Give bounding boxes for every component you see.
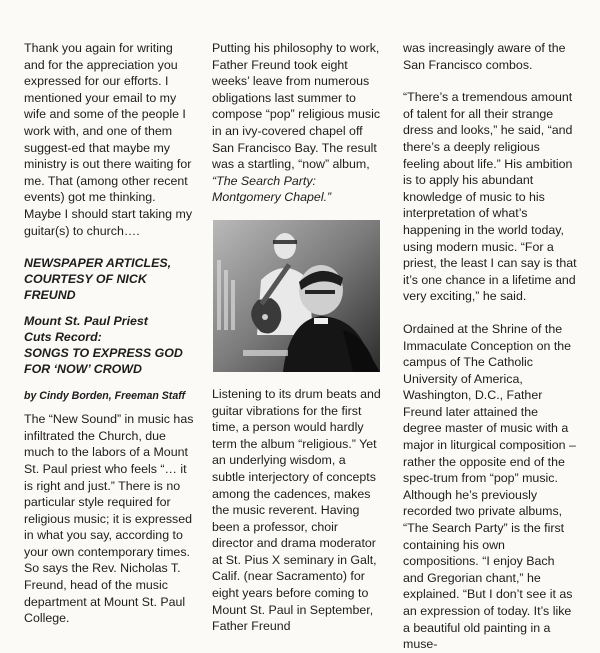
article-paragraph-4: “There’s a tremendous amount of talent for all their strange dress and looks,” he said, “and there’s a deeply religious feeling about life.” His ambition is to apply his abundant knowledge of music to his interpretation of what’s happening in the world today, using modern music. “For a priest, the least I can say is that it’s one chance in a lifetime and very exciting,” he said. — [403, 90, 577, 304]
section-heading-line-2: COURTESY OF NICK FREUND — [24, 272, 147, 303]
byline: by Cindy Borden, Freeman Staff — [24, 390, 186, 403]
article-paragraph-3: was increasingly aware of the San Francisco combos. — [403, 41, 566, 72]
article-paragraph-1 — [212, 40, 382, 206]
letter-paragraph: Thank you again for writing and for the appreciation you expressed for our efforts. I mentioned your email to my wife and some of the people I work with, and one of them suggest-ed that maybe my ministry is out there waiting for me. That (among other recent events) got me thinking. Maybe I should start taking my guitar(s) to church…. — [24, 41, 193, 238]
column-2 — [212, 40, 382, 635]
column-3 — [403, 40, 577, 653]
priest-photo — [213, 220, 380, 372]
article-headline — [24, 313, 194, 377]
article-body-intro: The “New Sound” in music has infiltrated the Church, due much to the labors of a Mount St. Paul priest who feels “… it is right and just.” There is no particular style required for religious music; it is expressed in what you say, according to your own contemporary times. So says the Rev. Nicholas T. Freund, head of the music department at Mount St. Paul College. — [24, 412, 194, 626]
paragraph-1-text: Putting his philosophy to work, Father Freund took eight weeks’ leave from numerous obligations last summer to compose “pop” religious music in an ivy-covered chapel off San Francisco Bay. The result was a startling, “now” album, — [212, 41, 381, 172]
album-title: “The Search Party: Montgomery Chapel.” — [212, 173, 332, 205]
article-paragraph-2: Listening to its drum beats and guitar vibrations for the first time, a person would hardly term the album “religious.” Yet an underlying wisdom, a subtle interjectory of concepts among the cadences, makes the music reverent. Having been a professor, choir director and drama moderator at St. Pius X seminary in Galt, Calif. (near Sacramento) for eight years before coming to Mount St. Paul in September, Father Freund — [212, 386, 381, 634]
headline-line-3: SONGS TO EXPRESS GOD — [24, 346, 183, 361]
column-1 — [24, 40, 194, 627]
headline-line-4: FOR ‘NOW’ CROWD — [24, 362, 142, 377]
article-paragraph-5: Ordained at the Shrine of the Immaculate Conception on the campus of The Catholic University of America, Washington, D.C., Father Freund later attained the degree master of music with a major in liturgical composition – rather the opposite end of the spec-trum from “pop” music. Although he’s previously recorded two private albums, “The Search Party” is the first containing his own compositions. “I enjoy Bach and Gregorian chant,” he explained. “But I don’t see it as an expression of today. It’s like a beautiful old painting in a muse- — [403, 321, 576, 652]
section-heading-line-1: NEWSPAPER ARTICLES, — [24, 256, 172, 271]
headline-line-2: Cuts Record: — [24, 330, 102, 345]
priest-photo-image — [213, 220, 380, 372]
section-heading — [24, 255, 194, 303]
headline-line-1: Mount St. Paul Priest — [24, 314, 148, 329]
